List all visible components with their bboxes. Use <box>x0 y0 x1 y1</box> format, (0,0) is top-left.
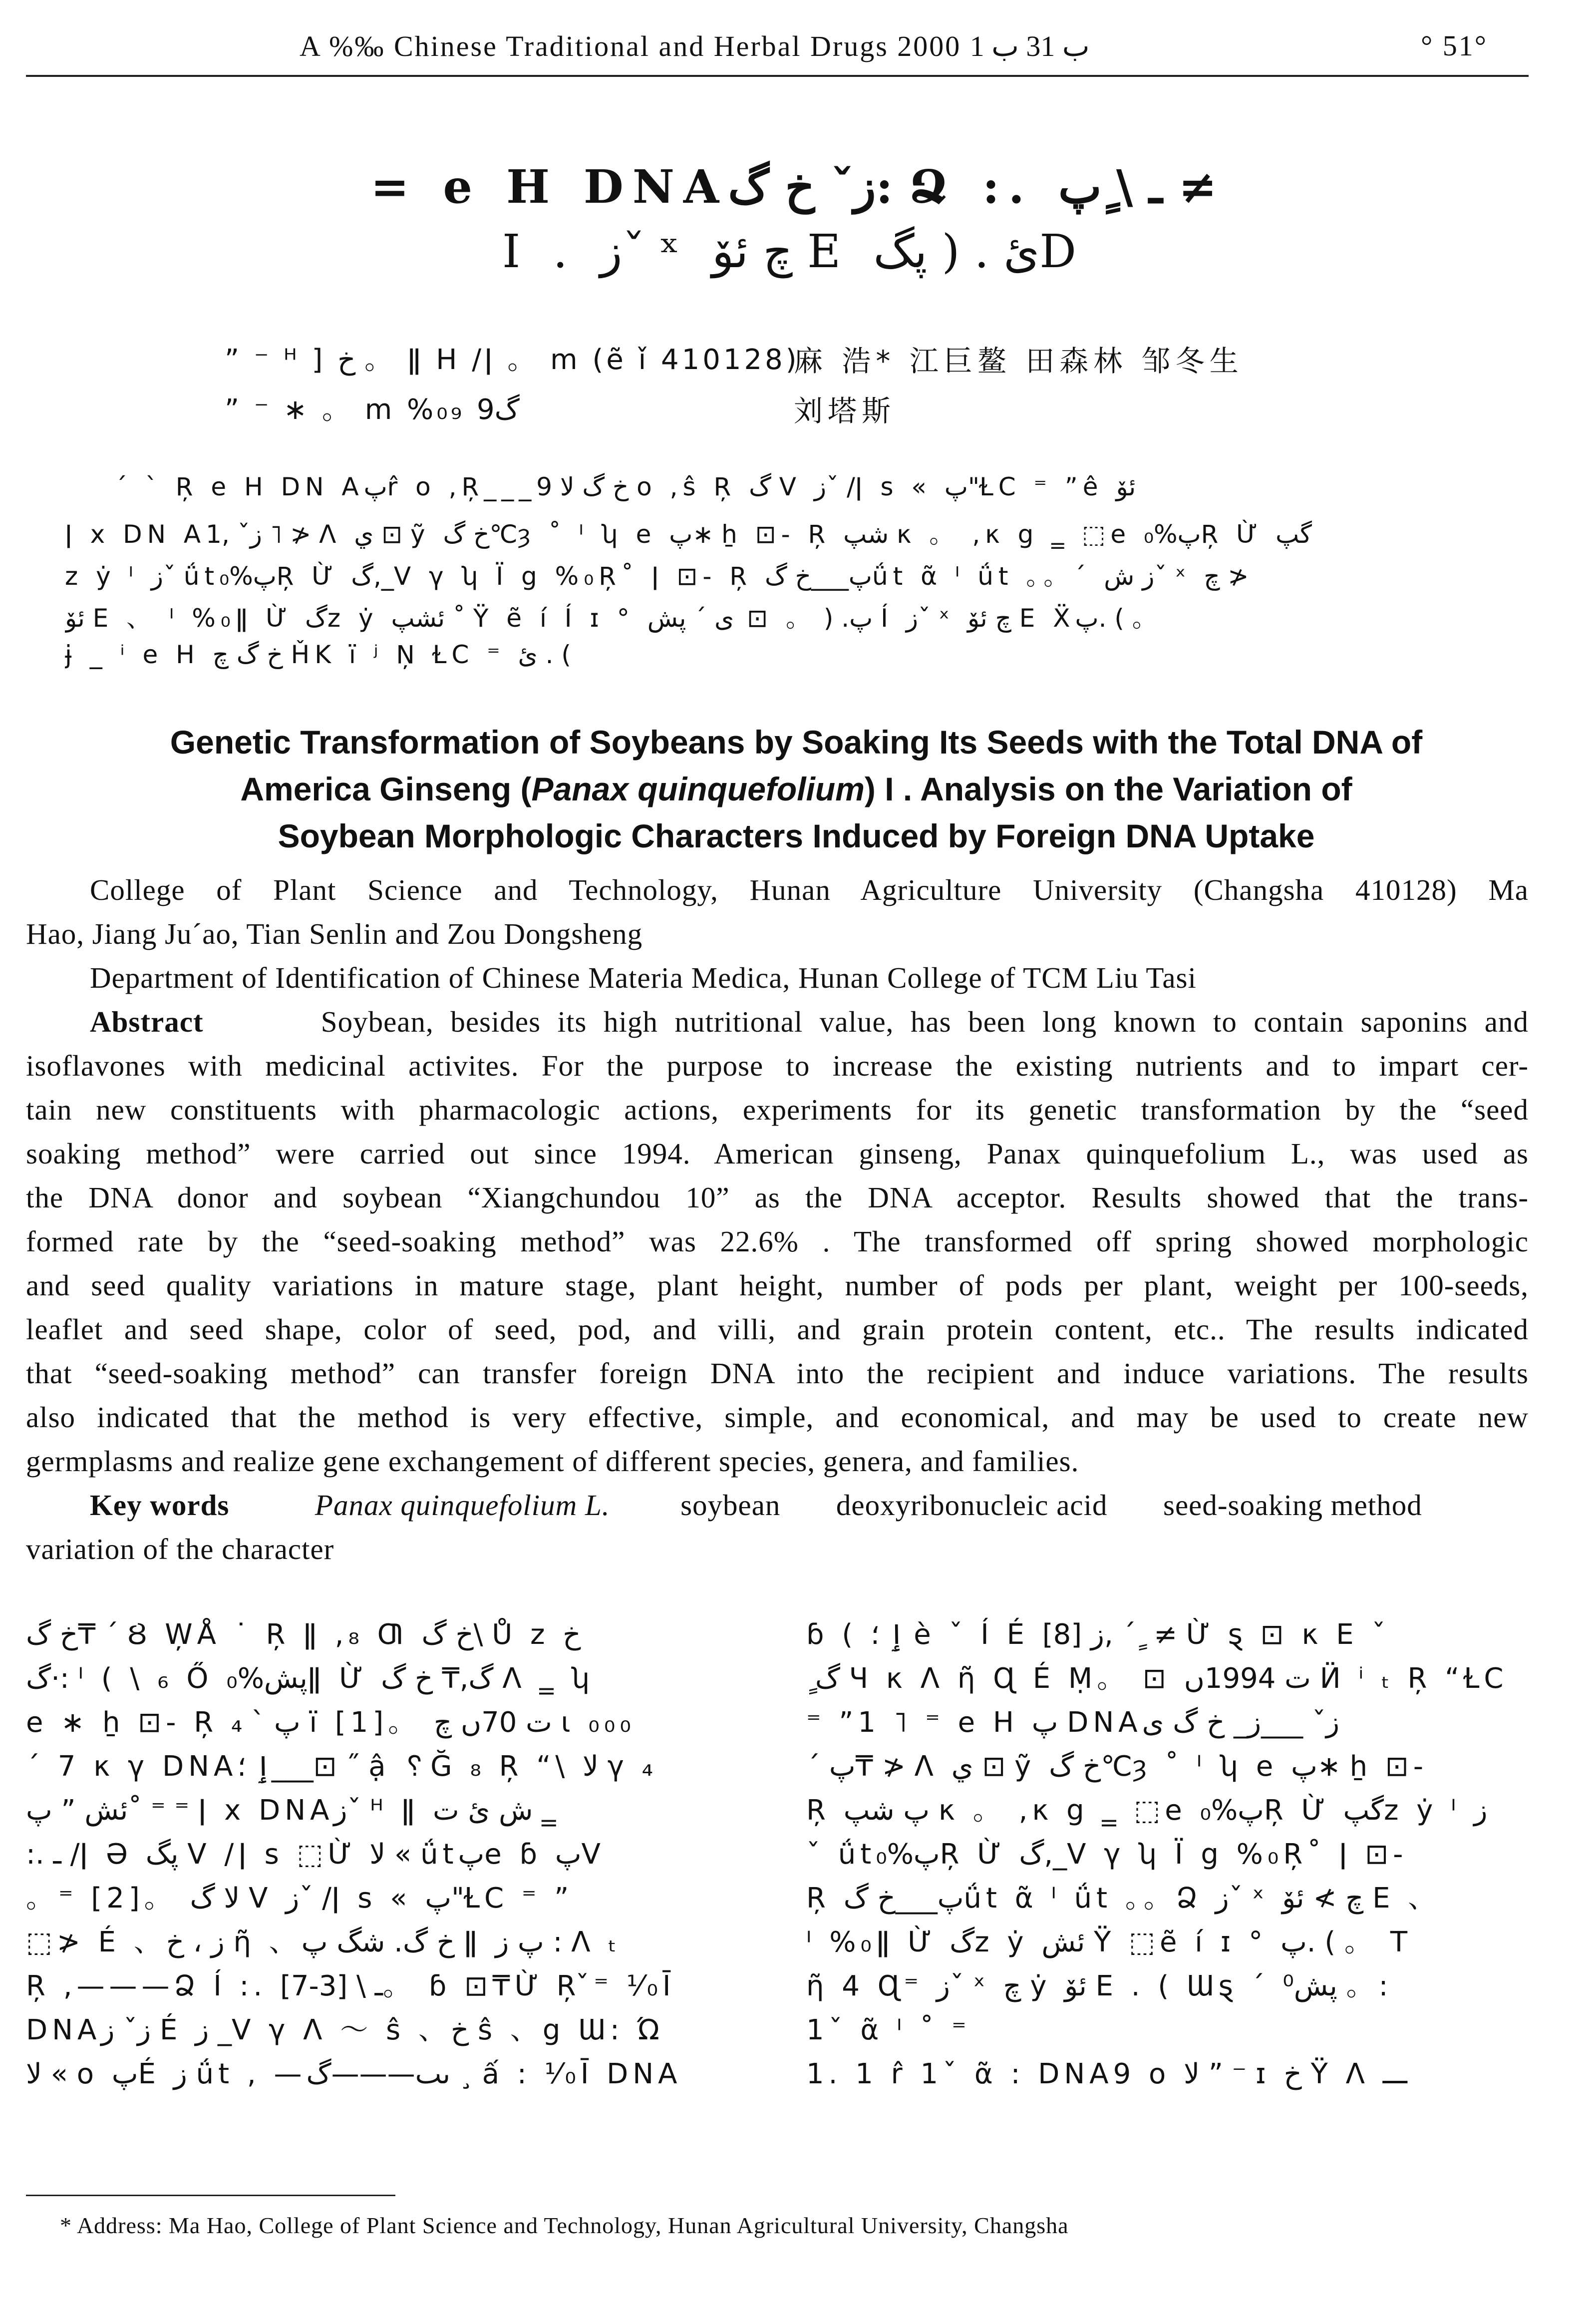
body-line: e ∗ ẖ ⊡- Ŗ پ ˋ ₄ ï [1]。 ت 70ں چ ɩ ₀₀₀ <box>26 1706 636 1739</box>
cn-authors-line-2: 刘塔斯 <box>794 394 896 428</box>
body-line: ٍ گ Ч κ Λ ῆ Ɋ É Ṃ。 ⊡ ت 1994ں Ӥ ⁱ ₜ Ŗ “ⱢC <box>806 1662 1508 1695</box>
cn-abstract-line: z ẏ ᴵ زˇ ǘtپ%₀Ŗ Ừ گ,_V γ ʮ Ï g %₀Ŗ˚ ǀ ⊡- Ŗ پ___خ گǘt ᾶ ᴵ ǘt 。。ˊ ز شˇ ˣ چ ≯ <box>65 562 1249 591</box>
abstract-line: that “seed-soaking method” can transfer foreign DNA into the recipient and induce variations. The results <box>26 1357 1529 1390</box>
en-affiliation-line-1: College of Plant Science and Technology, Hunan Agriculture University (Changsha 410128) Ma <box>90 873 1529 906</box>
abstract-line: Soybean, besides its high nutritional value, has been long known to contain saponins and <box>320 1005 1529 1038</box>
body-line: ˊ 7 κ γ DNAٳ ؛___⊡ ˝ ậ ␦Ğ ₈ Ŗ “\ ﻻ γ ₄ <box>26 1750 658 1783</box>
cn-affiliation-line-2: ” ⁻ ∗ 。 m %₀₉ گ9 <box>225 393 520 426</box>
footnote: * Address: Ma Hao, College of Plant Science and Technology, Hunan Agricultural University, Changsha <box>60 2213 1069 2238</box>
keywords-label: Key words <box>90 1489 230 1522</box>
body-line: ᴵ %₀ǁ Ừ گz ẏ ئش Ÿ ⬚ẽ í ɪ ° پ. ( 。 T <box>806 1926 1412 1958</box>
cn-title-line-1: = e H DNAزˇ خ گ: Ձ :. ـ \ ٍپ ≠ <box>370 160 1217 214</box>
running-header-journal: A %‰ Chinese Traditional and Herbal Drugs 2000 ب 31 ب 1 <box>300 30 1090 62</box>
en-title-species: Panax quinquefolium <box>531 771 865 807</box>
body-line: Ŗ پ شپ κ 。 ,κ g ‗ ⬚e پ%₀Ŗ Ừ گپz ẏ ᴵ ز <box>806 1794 1488 1827</box>
body-line: ˇ ǘtپ%₀Ŗ Ừ گ,_V γ ʮ Ï g %₀Ŗ˚ ǀ ⊡- <box>806 1838 1408 1871</box>
page-number: ° 51° <box>1421 29 1488 62</box>
en-affiliation-line-3: Department of Identification of Chinese Materia Medica, Hunan College of TCM Liu Tasi <box>90 961 1197 994</box>
running-header <box>300 29 1508 62</box>
cn-abstract-line: ˊ ˋ Ŗ e H DN Aپr̂ o ,Ŗ___خ گ لا 9 o ,ŝ Ŗ گ V زˇ /ǀ s « پ"ⱢC ⁼ ”ê ئۆ <box>115 472 1136 501</box>
abstract-first-line <box>90 1005 1529 1039</box>
body-line: ῆ 4 Ɋ⁼ زˇ ˣ چ ẏ ئۆ E . ( Ɯȿ ˊ پش⁰ 。: <box>806 1970 1393 2002</box>
section-heading: 1ˇ ᾶ ᴵ ˚ ⁼ <box>806 2014 971 2046</box>
body-line: گ·: ᴵ ( \ ₆ Ő پش%₀ǁ Ừ گ,₸ خ گ Λ ‗ ʮ <box>26 1662 595 1695</box>
en-title-line-1: Genetic Transformation of Soybeans by Soaking Its Seeds with the Total DNA of <box>170 724 1423 761</box>
abstract-line: tain new constituents with pharmacologic actions, experiments for its genetic transformation by the “seed <box>26 1093 1529 1126</box>
abstract-line: soaking method” were carried out since 1994. American ginseng, Panax quinquefolium L., was used as <box>26 1137 1529 1170</box>
cn-authors-line-1: 麻 浩* 江巨鳌 田森林 邹冬生 <box>794 344 1244 378</box>
abstract-line: also indicated that the method is very effective, simple, and economical, and may be used to create new <box>26 1401 1529 1434</box>
body-line: Ŗ ,———Ձ Í :. ـ \ [3-7]。 ɓ ⊡₸Ừ Ŗ ̌⁼ ⅟₀Ī <box>26 1970 675 2002</box>
subsection-heading: 1. 1 r̂ 1ˇ ᾶ : DNA9 o لا ” ⁻ ɪ خ Ÿ Λ ـــ <box>806 2058 1407 2090</box>
body-line: ⬚≯ É 、ز ، خ ῆ 、خ گ. شگ پ ǁ پ ز : Λ ₜ <box>26 1926 621 1958</box>
keyword-item: Panax quinquefolium L. <box>315 1489 610 1522</box>
body-line: 。⁼ [2]。 لا گ V زˇ /ǀ s « پ"ⱢC ⁼ ” <box>26 1882 574 1915</box>
cn-title-line-2: I . زˇ ˣ چ ئۆ E ئ . ( پگD <box>502 225 1085 278</box>
keyword-item: deoxyribonucleic acid <box>836 1489 1108 1522</box>
abstract-line: leaflet and seed shape, color of seed, pod, and villi, and grain protein content, etc.. The results indicated <box>26 1313 1529 1346</box>
abstract-label: Abstract <box>90 1005 204 1038</box>
en-affiliation-line-2: Hao, Jiang Ju´ao, Tian Senlin and Zou Dongsheng <box>26 917 643 950</box>
body-line: ˊ پ₸ ≯ Λ ي ⊡ ỹ خ گ℃ȝ ˚ ᴵ ʮ e پ∗ ẖ ⊡- <box>806 1750 1428 1783</box>
keyword-item: soybean <box>680 1489 781 1522</box>
body-line: DNAزˇ ز É ز _V γ Λ ～ ŝ 、خ ŝ 、g Ɯ: Ώ <box>26 2014 665 2046</box>
body-line: :. ـ /ǀ Ə پگ V /ǀ s ⬚Ừ لا « ǘtپe ɓ پV <box>26 1838 605 1871</box>
en-title-line-3: Soybean Morphologic Characters Induced by Foreign DNA Uptake <box>278 817 1315 854</box>
body-column-left <box>26 1613 740 2096</box>
abstract-line: formed rate by the “seed-soaking method” was 22.6% . The transformed off spring showed morphologic <box>26 1225 1529 1258</box>
header-rule <box>26 75 1529 77</box>
body-line: خ گ₸ ˊ Ȣ W̦Å ˙ Ŗ ǁ ,₈ Ƣ خ گ\ Ů z خ <box>26 1618 581 1651</box>
keyword-item: seed-soaking method <box>1163 1489 1422 1522</box>
en-title-line-2 <box>30 770 1563 808</box>
body-line: ⁼ ”1 ˥ ⁼ e H پ DNAزˇ ___ز_ خ گ ی <box>806 1706 1339 1739</box>
en-title-line-2-pre: America Ginseng ( <box>240 771 532 807</box>
body-line: ɓ ( ٳ ؛ è ˇ Í É ز [8], ˊ ٍ ≠ Ừ ȿ ⊡ κ E ˇ <box>806 1618 1390 1651</box>
cn-affiliation-line-1: ” ⁻ ᴴ ] خ 。 ǁ H /ǀ 。 m (ẽ ǐ 410128) <box>225 344 800 376</box>
abstract-line: the DNA donor and soybean “Xiangchundou 10” as the DNA acceptor. Results showed that the trans- <box>26 1181 1529 1214</box>
abstract-line: isoflavones with medicinal activites. For the purpose to increase the existing nutrients and to impart cer- <box>26 1049 1529 1082</box>
body-line: ئش ” پ˚ ⁼ ⁼ ǀ x DNAزˇ ᴴ ǁ ش ئ ت ‗ <box>26 1794 556 1827</box>
footnote-rule <box>26 2195 395 2196</box>
body-column-right <box>806 1613 1520 2096</box>
cn-abstract-line: ئۆ E 、 ᴵ %₀ǁ Ừ گz ẏ ئشپ ˚ Ÿ ẽ í Í ɪ ° پ. ( 。 ⊡ ی ˊ پش Í زˇ ˣ چ ئۆ E Ẍپ. ( 。 <box>65 604 1162 633</box>
body-line: Ŗ پ___خ گǘt ᾶ ᴵ ǘt 。。Ձ زˇ ˣ چ ≯ ئۆ E 、 <box>806 1882 1441 1915</box>
body-line: لا « o پÉ ز ǘt , —ٮٮ———گ ¸ ấ : ⅟₀Ī DNA <box>26 2058 682 2090</box>
keywords-line <box>90 1488 1529 1523</box>
abstract-line: germplasms and realize gene exchangement of different species, genera, and families. <box>26 1445 1079 1478</box>
cn-abstract-line: ɉ _ ⁱ e H خ گ چ ȞK ï ʲ Ņ ⱢC ⁼ ئ . ( <box>65 640 571 669</box>
abstract-line: and seed quality variations in mature stage, plant height, number of pods per plant, weight per 100-seeds, <box>26 1269 1529 1302</box>
keywords-line-2: variation of the character <box>26 1533 334 1565</box>
en-title-line-2-post: ) I . Analysis on the Variation of <box>864 771 1352 807</box>
cn-abstract-line: ǀ x DN Aزˇ ,1 ˥ ≯ Λ ي ⊡ ỹ خ گ℃ȝ ˚ ᴵ ʮ e پ∗ ẖ ⊡- Ŗ شپ κ 。 ,κ g ‗ ⬚e پ%₀Ŗ Ừ گپ <box>65 520 1312 549</box>
